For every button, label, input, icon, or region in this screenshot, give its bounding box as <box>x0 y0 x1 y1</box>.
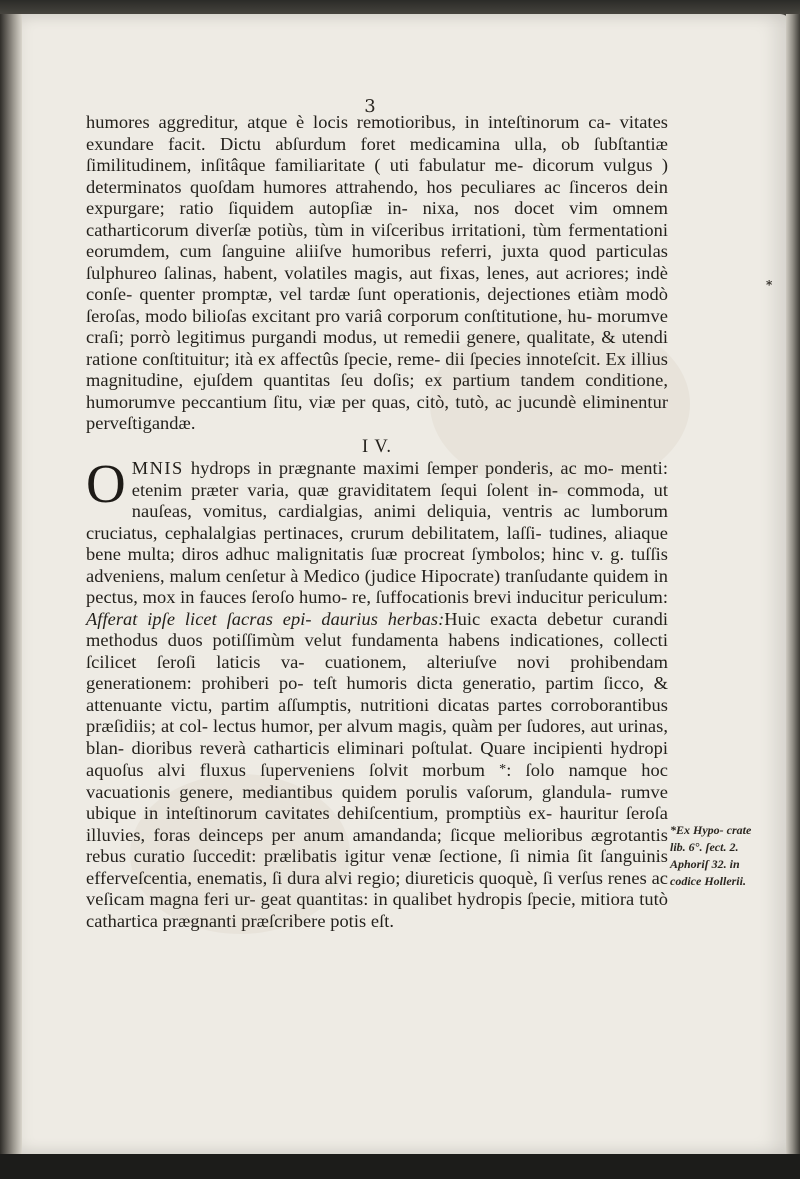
paragraph-two-text-b: Huic exacta debetur curandi methodus duos potiſſimùm velut fundamenta habens indicationes, collecti ſcilicet ſeroſi laticis va- cuationem, alteriuſve novi prohibendam generationem: prohiberi po- teſt humoris dicta generatio, partim ſicco, & attenuante victu, partim aſſumptis, nutritioni dicatas partes corroborantibus præſidiis; at col- lectus humor, per alvum magis, quàm per ſudores, aut urinas, blan- dioribus reverà catharticis eliminari poſtulat. Quare incipienti hydropi aquoſus alvi fluxus ſuperveniens ſolvit morbum <box>86 608 669 780</box>
italic-quotation: Afferat ipſe licet ſacras epi- daurius herbas: <box>86 608 445 629</box>
page-body-text <box>86 112 668 932</box>
drop-cap-letter: O <box>86 453 126 514</box>
paragraph-two <box>86 453 669 932</box>
lead-caps: MNIS <box>131 458 184 478</box>
marginal-note: *Ex Hypo- crate lib. 6°. ſect. 2. Aphoriſ 32. in codice Hollerii. <box>670 823 752 888</box>
book-gutter <box>0 14 22 1154</box>
footnote-asterisk: * <box>499 762 507 777</box>
section-numeral: I V. <box>361 436 393 457</box>
book-right-edge <box>786 14 800 1154</box>
margin-asterisk-mark: * <box>766 278 773 292</box>
paragraph-two-text-a: hydrops in prægnante maximi ſemper ponderis, ac mo- menti: etenim præter varia, quæ graviditatem ſequi ſolent in- commoda, ut nauſeas, vomitus, cardialgias, animi deliquia, ventris ac lumborum cruciatus, cephalalgias pertinaces, crurum debilitatem, laſſi- tudines, aliaque bene multa; diros adhuc malignitatis ſuæ procreat ſymbolos; hinc v. g. tuſſis adveniens, malum cenſetur à Medico (judice Hipocrate) tranſudante quidem in pectus, mox in fauces ſeroſo humo- re, ſuffocationis brevi inducitur periculum: <box>86 458 668 607</box>
paragraph-two-text-c: : ſolo namque hoc vacuationis genere, mediantibus quidem porulis vaſorum, glandula- rumve ubique in inteſtinorum cavitates dehiſcentium, promptiùs ex- hauritur ſeroſa illuvies, foras deinceps per anum amandanda; ſicque melioribus ægrotantis rebus curatio ſuccedit: prælibatis igitur venæ ſectione, ſi nimia ſit ſanguinis effervеſcentia, enematis, ſi dura alvi regio; diureticis quoquè, ſi verſus renes ac veſicam magna feri ur- geat quantitas: in qualibet hydropis ſpecie, mitiora tutò cathartica prægnanti præſcribere potis eſt. <box>86 760 668 931</box>
page-number: 3 <box>364 96 376 117</box>
paragraph-one: humores aggreditur, atque è locis remotioribus, in inteſtinorum ca- vitates exundare facit. Dictu abſurdum foret medicamina ulla, ob ſubſtantiæ ſimilitudinem, inſitâque familiaritate ( uti fabulatur me- dicorum vulgus ) determinatos quoſdam humores attrahendo, hos peculiares ac ſinceros dein expurgare; ratio ſiquidem autopſiæ in- nixa, nos docet vim omnem catharticorum diverſæ potiùs, tùm in viſceribus irritationi, tùm fermentationi eorumdem, cum ſanguine aliiſve humoribus referri, juxta quod particulas ſulphureo ſalinas, habent, volatiles magis, aut fixas, lenes, aut acriores; indè conſe- quenter promptæ, vel tardæ ſunt operationis, dejectiones etiàm modò ſeroſas, modo bilioſas excitant pro variâ corporum conſtitutione, hu- morumve craſi; porrò legitimus purgandi modus, ut remedii genere, qualitate, & utendi ratione conſtituitur; ità ex affectûs ſpecie, reme- dii ſpecies innoteſcit. Ex illius magnitudine, ejuſdem quantitas ſeu doſis; ex partium tandem conditione, humorumve peccantium ſitu, viæ per quas, citò, tutò, ac jucundè eliminentur perveſtigandæ. <box>86 112 668 433</box>
